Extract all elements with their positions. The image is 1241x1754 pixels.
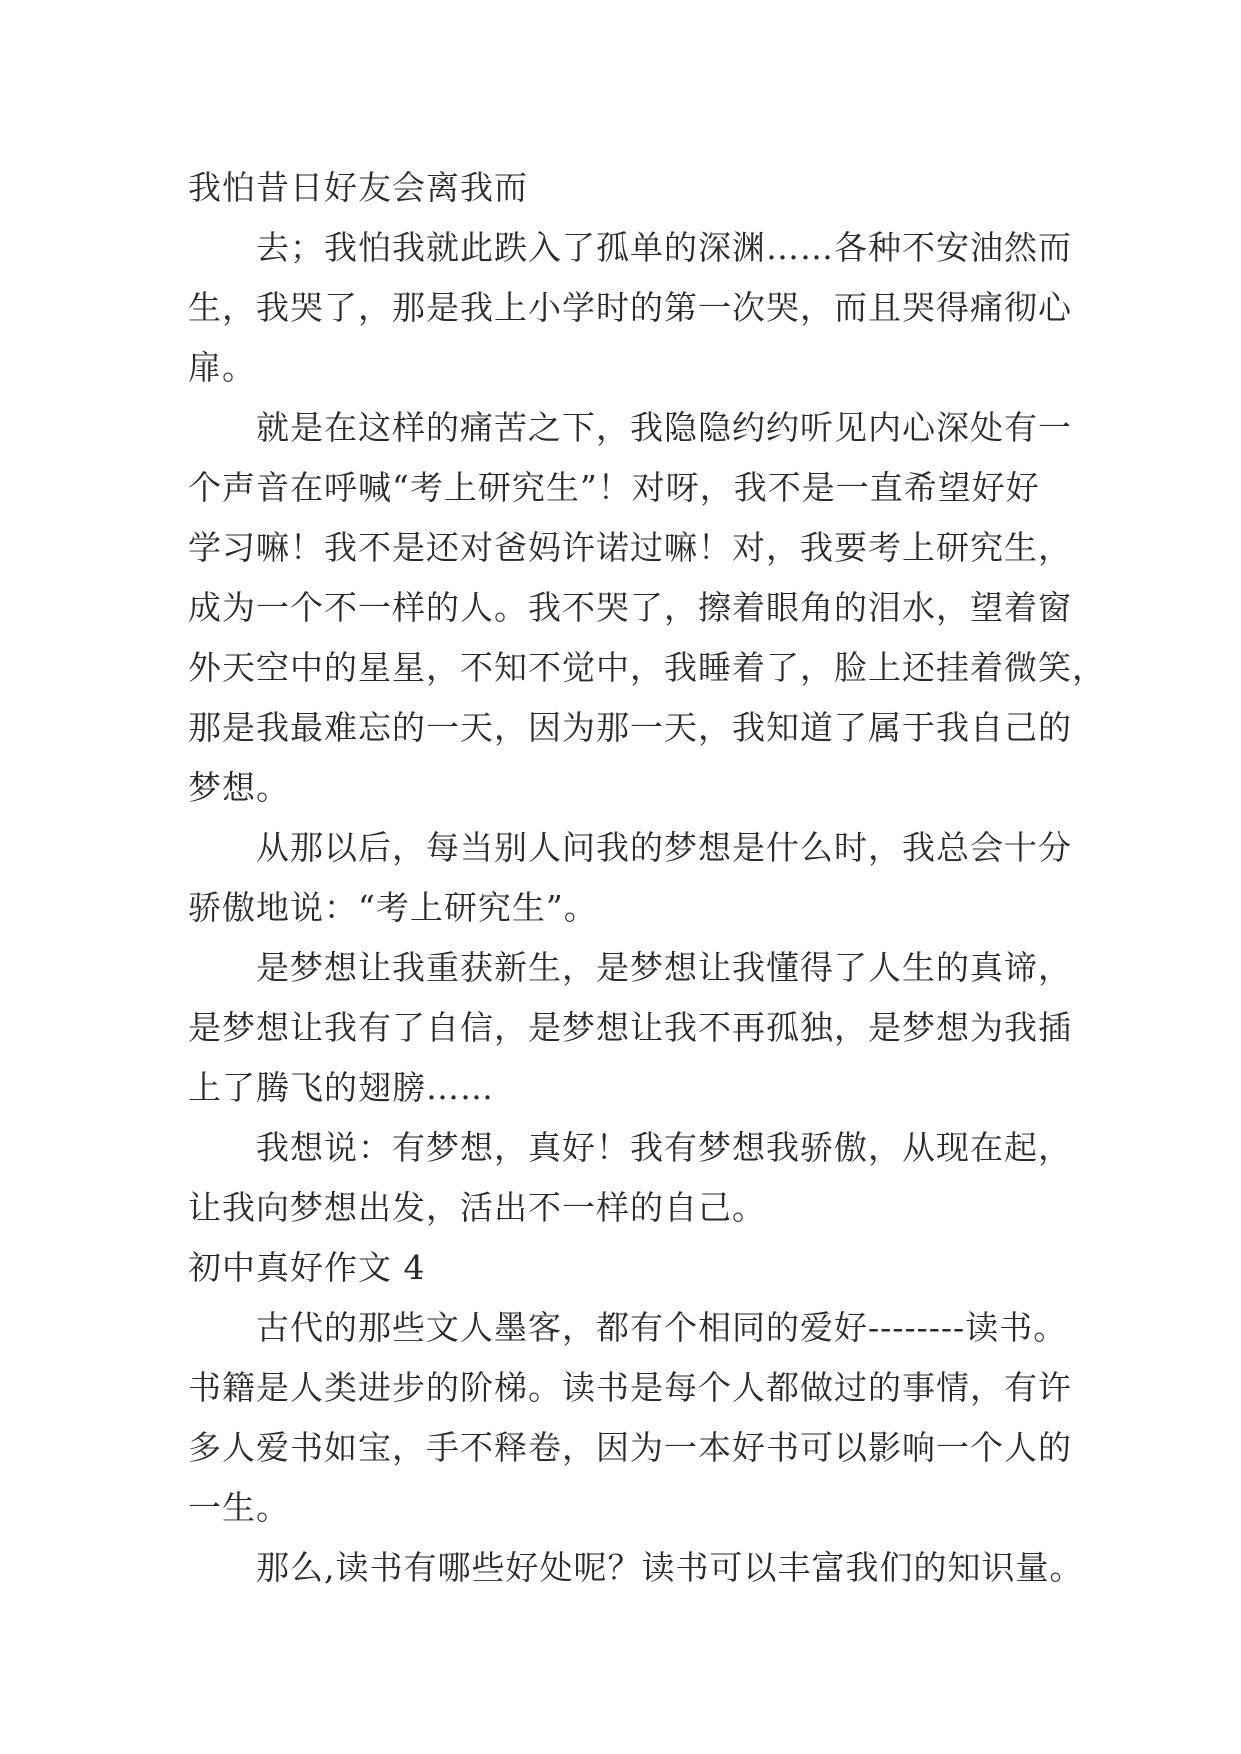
text-line: 让我向梦想出发，活出不一样的自己。 [188,1188,766,1227]
text-line: 那是我最难忘的一天，因为那一天，我知道了属于我自己的 [188,708,1072,747]
text-line: 就是在这样的痛苦之下，我隐隐约约听见内心深处有一 [256,408,1072,447]
text-line: 那么,读书有哪些好处呢？读书可以丰富我们的知识量。 [256,1548,1084,1587]
text-line: 是梦想让我重获新生，是梦想让我懂得了人生的真谛， [256,948,1072,987]
document-page [188,158,1106,1598]
text-line: 从那以后，每当别人问我的梦想是什么时，我总会十分 [256,828,1072,867]
section-heading: 初中真好作文 4 [188,1248,426,1287]
text-line: 成为一个不一样的人。我不哭了，擦着眼角的泪水，望着窗 [188,588,1072,627]
text-line: 扉。 [188,348,256,387]
text-line: 梦想。 [188,768,290,807]
text-line: 古代的那些文人墨客，都有个相同的爱好--------读书。 [256,1308,1068,1347]
text-line: 书籍是人类进步的阶梯。读书是每个人都做过的事情，有许 [188,1368,1072,1407]
text-line: 是梦想让我有了自信，是梦想让我不再孤独，是梦想为我插 [188,1008,1072,1047]
text-line: 去；我怕我就此跌入了孤单的深渊……各种不安油然而 [256,228,1072,267]
text-line: 生，我哭了，那是我上小学时的第一次哭，而且哭得痛彻心 [188,288,1072,327]
text-line: 一生。 [188,1488,290,1527]
text-line: 我怕昔日好友会离我而 [188,168,528,207]
text-line: 学习嘛！我不是还对爸妈许诺过嘛！对，我要考上研究生， [188,528,1072,567]
text-line: 个声音在呼喊“考上研究生”！对呀，我不是一直希望好好 [188,468,1040,507]
text-line: 外天空中的星星，不知不觉中，我睡着了，脸上还挂着微笑， [188,648,1106,687]
text-line: 我想说：有梦想，真好！我有梦想我骄傲，从现在起， [256,1128,1072,1167]
text-line: 上了腾飞的翅膀…… [188,1068,494,1107]
text-line: 骄傲地说：“考上研究生”。 [188,888,598,927]
text-line: 多人爱书如宝，手不释卷，因为一本好书可以影响一个人的 [188,1428,1072,1467]
